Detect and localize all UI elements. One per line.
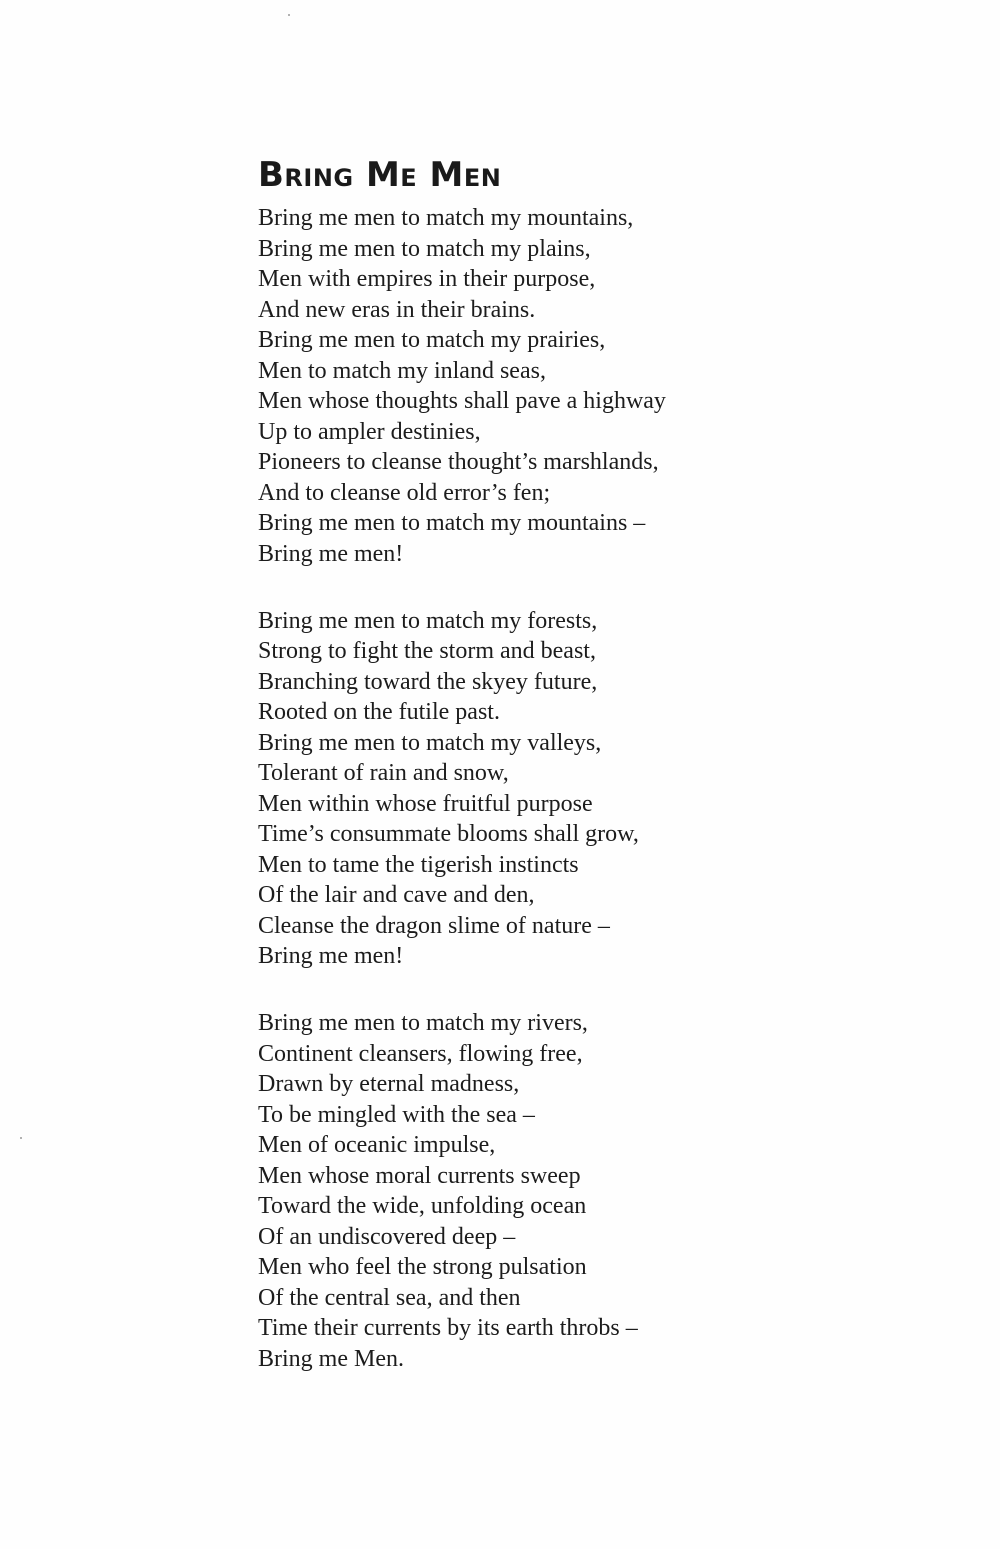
- poem-line: Men with empires in their purpose,: [258, 266, 596, 292]
- poem-line: Continent cleansers, flowing free,: [258, 1040, 583, 1067]
- poem-title: Bring Me Men: [258, 155, 502, 195]
- poem-line: Men within whose fruitful purpose: [258, 790, 593, 817]
- poem-line: Bring me men!: [258, 943, 404, 969]
- poem-line: Branching toward the skyey future,: [258, 668, 598, 695]
- poem-line: Bring me men to match my prairies,: [258, 327, 606, 353]
- stanza-3: [258, 1008, 958, 1374]
- poem-line: Bring me Men.: [258, 1345, 404, 1372]
- poem-line: Bring me men to match my mountains –: [258, 510, 646, 536]
- stanza-2: [258, 606, 958, 972]
- poem-line: And new eras in their brains.: [258, 296, 536, 323]
- poem-line: Men of oceanic impulse,: [258, 1132, 496, 1158]
- poem-line: Pioneers to cleanse thought’s marshlands,: [258, 449, 659, 475]
- poem-line: Tolerant of rain and snow,: [258, 760, 509, 786]
- poem-line: Time’s consummate blooms shall grow,: [258, 821, 639, 847]
- poem-line: Of the lair and cave and den,: [258, 882, 535, 908]
- poem-line: Bring me men to match my plains,: [258, 235, 591, 262]
- poem-line: Bring me men to match my valleys,: [258, 729, 602, 756]
- poem-line: Men whose thoughts shall pave a highway: [258, 388, 666, 414]
- scan-speck: [288, 14, 290, 16]
- poem-line: Up to ampler destinies,: [258, 418, 481, 445]
- poem-line: And to cleanse old error’s fen;: [258, 479, 551, 506]
- poem-line: Bring me men to match my mountains,: [258, 205, 634, 231]
- poem-line: Strong to fight the storm and beast,: [258, 638, 596, 664]
- stanza-1: [258, 203, 958, 569]
- poem-body: [258, 203, 958, 1411]
- poem-line: Of the central sea, and then: [258, 1284, 521, 1311]
- poem-line: Men who feel the strong pulsation: [258, 1254, 587, 1280]
- poem-line: Men to match my inland seas,: [258, 357, 546, 384]
- poem-line: Men whose moral currents sweep: [258, 1162, 581, 1189]
- poem-line: Bring me men to match my forests,: [258, 607, 598, 634]
- scan-speck: [20, 1137, 22, 1139]
- poem-line: Time their currents by its earth throbs –: [258, 1315, 638, 1341]
- poem-line: Bring me men to match my rivers,: [258, 1010, 588, 1036]
- poem-line: Men to tame the tigerish instincts: [258, 851, 579, 878]
- poem-line: Rooted on the futile past.: [258, 699, 500, 725]
- poem-line: Drawn by eternal madness,: [258, 1071, 520, 1097]
- poem-line: Of an undiscovered deep –: [258, 1223, 516, 1250]
- poem-line: To be mingled with the sea –: [258, 1101, 535, 1128]
- poem-line: Bring me men!: [258, 540, 404, 567]
- poem-line: Toward the wide, unfolding ocean: [258, 1193, 587, 1219]
- poem-line: Cleanse the dragon slime of nature –: [258, 912, 610, 939]
